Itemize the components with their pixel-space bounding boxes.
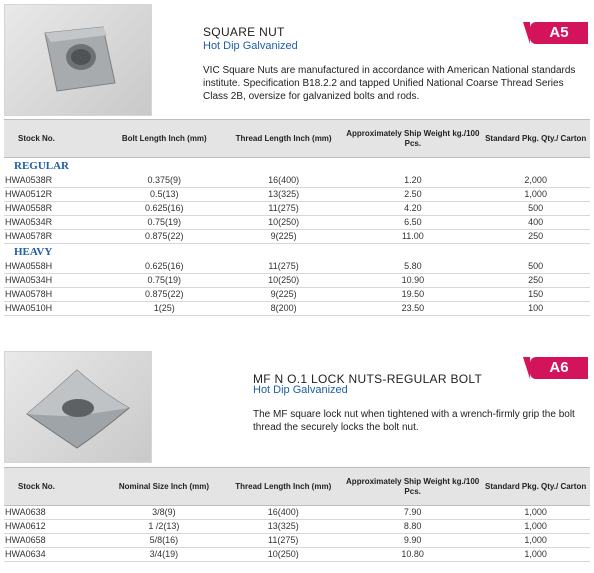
cell: 0.5(13)	[106, 188, 223, 202]
cell: 5.80	[344, 260, 481, 274]
cell: 10(250)	[222, 548, 344, 562]
lock-nut-photo	[4, 351, 152, 463]
cell: 9.90	[344, 534, 481, 548]
table-row	[4, 274, 590, 288]
cell: HWA0658	[4, 534, 105, 548]
cell: 250	[481, 230, 590, 244]
cell: HWA0534H	[4, 274, 106, 288]
a6-header-thread-length: Thread Length Inch (mm)	[222, 468, 344, 506]
cell: 9(225)	[223, 230, 344, 244]
table-row	[4, 260, 590, 274]
cell: 10.90	[344, 274, 481, 288]
cell: 6.50	[344, 216, 481, 230]
table-row	[4, 506, 590, 520]
table-row	[4, 202, 590, 216]
group-label-heavy: HEAVY	[14, 246, 53, 258]
a5-header-thread-length: Thread Length Inch (mm)	[223, 120, 344, 158]
cell: 100	[481, 302, 590, 316]
cell: HWA0578R	[4, 230, 106, 244]
group-row-regular	[4, 158, 590, 175]
cell: 400	[481, 216, 590, 230]
a5-header-pkg: Standard Pkg. Qty./ Carton	[481, 120, 590, 158]
cell: 0.75(19)	[106, 216, 223, 230]
table-row	[4, 230, 590, 244]
cell: 500	[481, 260, 590, 274]
cell: 7.90	[344, 506, 481, 520]
cell: 5/8(16)	[105, 534, 222, 548]
cell: 10(250)	[223, 274, 344, 288]
cell: 8(200)	[223, 302, 344, 316]
cell: 23.50	[344, 302, 481, 316]
square-nut-photo	[4, 4, 152, 116]
table-row	[4, 288, 590, 302]
cell: 16(400)	[222, 506, 344, 520]
cell: 150	[481, 288, 590, 302]
a5-header-weight: Approximately Ship Weight kg./100 Pcs.	[344, 120, 481, 158]
table-row	[4, 302, 590, 316]
table-row	[4, 548, 590, 562]
table-row	[4, 188, 590, 202]
cell: HWA0558H	[4, 260, 106, 274]
a5-header-bolt-length: Bolt Length Inch (mm)	[106, 120, 223, 158]
cell: 3/4(19)	[105, 548, 222, 562]
cell: HWA0538R	[4, 174, 106, 188]
cell: HWA0638	[4, 506, 105, 520]
cell: 1,000	[481, 506, 590, 520]
a5-table	[4, 119, 590, 316]
a6-badge: A6	[530, 357, 588, 379]
cell: 500	[481, 202, 590, 216]
group-label-regular: REGULAR	[14, 160, 70, 172]
cell: 10(250)	[223, 216, 344, 230]
cell: 2.50	[344, 188, 481, 202]
a5-subtitle: Hot Dip Galvanized	[203, 40, 298, 52]
cell: 11.00	[344, 230, 481, 244]
cell: HWA0510H	[4, 302, 106, 316]
group-row-heavy	[4, 244, 590, 261]
cell: HWA0578H	[4, 288, 106, 302]
cell: 16(400)	[223, 174, 344, 188]
cell: 4.20	[344, 202, 481, 216]
a6-title: MF N O.1 LOCK NUTS-REGULAR BOLT	[253, 372, 483, 386]
a6-description: The MF square lock nut when tightened with a wrench-firmly grip the bolt thread the securely locks the bolt nut.	[253, 409, 575, 433]
a6-header-pkg: Standard Pkg. Qty./ Carton	[481, 468, 590, 506]
table-row	[4, 520, 590, 534]
a6-table	[4, 467, 590, 562]
table-row	[4, 216, 590, 230]
cell: 11(275)	[223, 260, 344, 274]
cell: 10.80	[344, 548, 481, 562]
a5-description: VIC Square Nuts are manufactured in accordance with American National standards institute. Specification B18.2.2 and tapped Unified National Coarse Thread Series Class 2B, oversize for galvanized bolts and rods.	[203, 65, 576, 102]
table-row	[4, 174, 590, 188]
cell: 9(225)	[223, 288, 344, 302]
cell: HWA0512R	[4, 188, 106, 202]
cell: HWA0534R	[4, 216, 106, 230]
cell: 13(325)	[222, 520, 344, 534]
square-nut-image	[5, 5, 151, 115]
cell: 13(325)	[223, 188, 344, 202]
cell: 0.875(22)	[106, 230, 223, 244]
cell: 0.375(9)	[106, 174, 223, 188]
cell: 2,000	[481, 174, 590, 188]
cell: HWA0558R	[4, 202, 106, 216]
a6-subtitle: Hot Dip Galvanized	[253, 384, 348, 396]
table-row	[4, 534, 590, 548]
cell: 1,000	[481, 534, 590, 548]
cell: 1,000	[481, 548, 590, 562]
cell: 1 /2(13)	[105, 520, 222, 534]
cell: 11(275)	[223, 202, 344, 216]
a6-header-weight: Approximately Ship Weight kg./100 Pcs.	[344, 468, 481, 506]
cell: 8.80	[344, 520, 481, 534]
cell: 1(25)	[106, 302, 223, 316]
cell: HWA0612	[4, 520, 105, 534]
cell: 3/8(9)	[105, 506, 222, 520]
cell: 19.50	[344, 288, 481, 302]
cell: 0.625(16)	[106, 260, 223, 274]
a5-title: SQUARE NUT	[203, 25, 285, 39]
cell: 0.75(19)	[106, 274, 223, 288]
cell: 0.875(22)	[106, 288, 223, 302]
a5-header-stock: Stock No.	[4, 120, 106, 158]
cell: 11(275)	[222, 534, 344, 548]
a6-header-stock: Stock No.	[4, 468, 105, 506]
cell: 0.625(16)	[106, 202, 223, 216]
a5-badge: A5	[530, 22, 588, 44]
a6-header-nominal-size: Nominal Size Inch (mm)	[105, 468, 222, 506]
cell: 1.20	[344, 174, 481, 188]
lock-nut-image	[5, 352, 151, 462]
cell: 1,000	[481, 520, 590, 534]
cell: HWA0634	[4, 548, 105, 562]
cell: 250	[481, 274, 590, 288]
cell: 1,000	[481, 188, 590, 202]
